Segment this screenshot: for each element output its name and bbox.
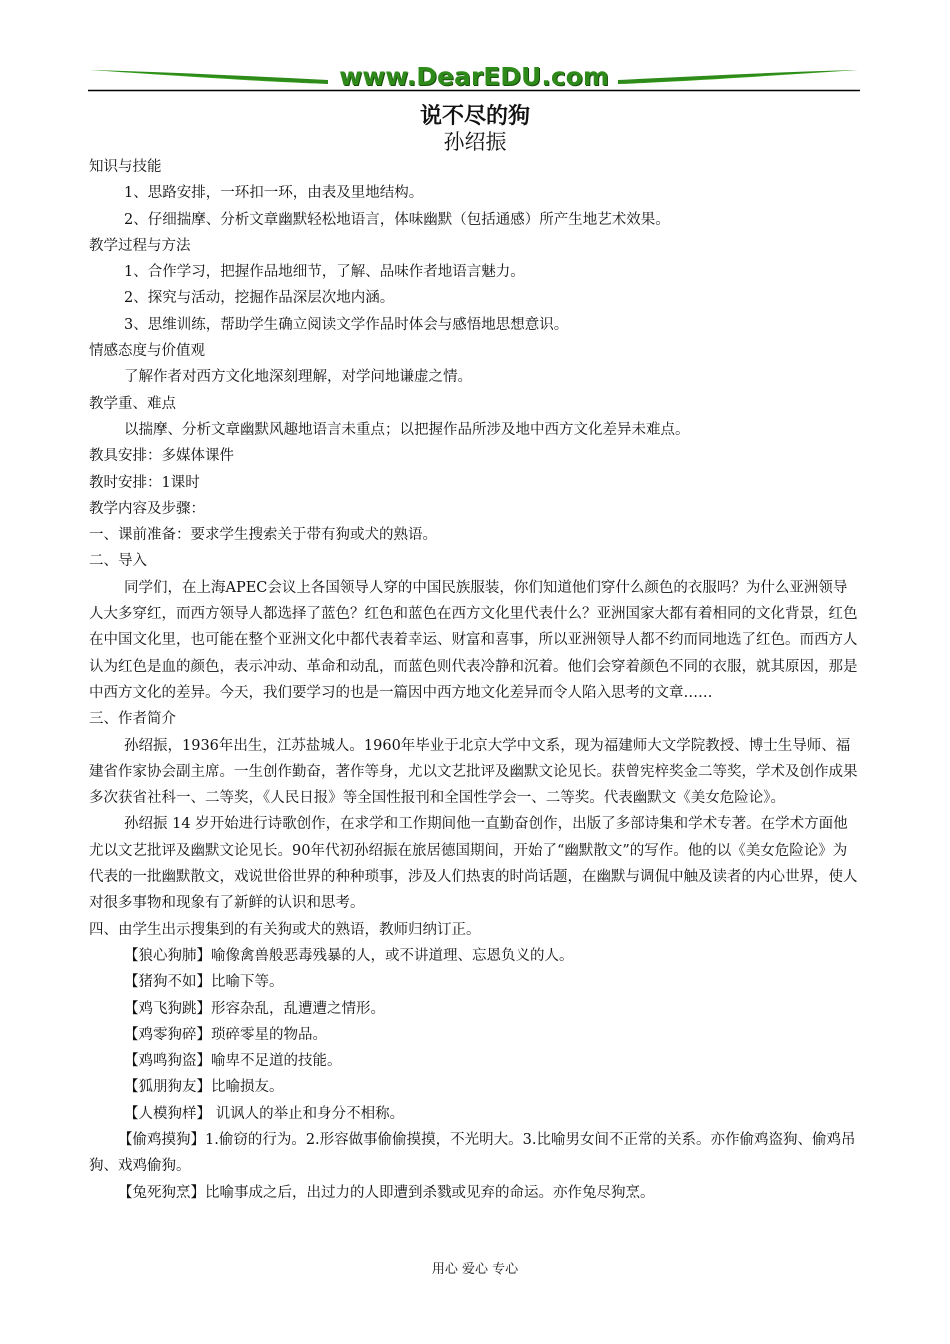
paragraph: 1、思路安排，一环扣一环，由表及里地结构。 <box>124 185 424 202</box>
step-heading: 三、作者简介 <box>89 711 176 728</box>
site-url: www.DearEDU.com <box>339 62 609 91</box>
page-footer: 用心 爱心 专心 <box>431 1262 519 1277</box>
paragraph: 孙绍振 14 岁开始进行诗歌创作，在求学和工作期间他一直勤奋创作，出版了多部诗集和学术专著。在学术方面他尤以文艺批评及幽默文论见长。90年代初孙绍振在旅居德国期间，开始了“幽默散文”的写作。他的以《美女危险论》为代表的一批幽默散文，戏说世俗世界的种种琐事，涉及人们热衷的时尚话题，在幽默与调侃中触及读者的内心世界，使人对很多事物和现象有了新鲜的认识和思考。 <box>89 816 858 912</box>
paragraph: 以揣摩、分析文章幽默风趣地语言未重点；以把握作品所涉及地中西方文化差异未难点。 <box>124 421 690 438</box>
paragraph: 3、思维训练，帮助学生确立阅读文学作品时体会与感悟地思想意识。 <box>124 316 569 333</box>
list-item: 【猪狗不如】比喻下等。 <box>124 974 284 991</box>
list-item: 【鸡鸣狗盗】喻卑不足道的技能。 <box>124 1053 342 1070</box>
document-body <box>89 154 861 1206</box>
paragraph: 2、探究与活动，挖掘作品深层次地内涵。 <box>124 290 395 307</box>
section-heading: 教学内容及步骤： <box>89 500 205 517</box>
list-item: 【鸡飞狗跳】形容杂乱，乱遭遭之情形。 <box>124 1000 385 1017</box>
paragraph: 同学们，在上海APEC会议上各国领导人穿的中国民族服装，你们知道他们穿什么颜色的衣服吗？为什么亚洲领导人大多穿红，而西方领导人都选择了蓝色？红色和蓝色在西方文化里代表什么？亚洲国家大都有着相同的文化背景，红色在中国文化里，也可能在整个亚洲文化中都代表着幸运、财富和喜事，所以亚洲领导人都不约而同地选了红色。而西方人认为红色是血的颜色，表示冲动、革命和动乱，而蓝色则代表冷静和沉着。他们会穿着颜色不同的衣服，就其原因，那是中西方文化的差异。今天，我们要学习的也是一篇因中西方地文化差异而令人陷入思考的文章…… <box>89 579 858 701</box>
page-title: 说不尽的狗 <box>419 104 530 129</box>
list-item: 【狼心狗肺】喻像禽兽般恶毒残暴的人，或不讲道理、忘恩负义的人。 <box>124 947 574 964</box>
site-banner <box>88 60 860 100</box>
teaching-tools: 教具安排：多媒体课件 <box>89 448 234 465</box>
section-heading: 教学过程与方法 <box>89 237 191 254</box>
list-item: 【狐朋狗友】比喻损友。 <box>124 1079 284 1096</box>
paragraph: 孙绍振，1936年出生，江苏盐城人。1960年毕业于北京大学中文系，现为福建师大文学院教授、博士生导师、福建省作家协会副主席。一生创作勤奋，著作等身，尤以文艺批评及幽默文论见长。获曾宪梓奖金二等奖，学术及创作成果多次获省社科一、二等奖，《人民日报》等全国性报刊和全国性学会一、二等奖。代表幽默文《美女危险论》。 <box>89 737 858 807</box>
paragraph: 1、合作学习，把握作品地细节，了解、品味作者地语言魅力。 <box>124 264 525 281</box>
author-name: 孙绍振 <box>443 130 507 154</box>
paragraph: 了解作者对西方文化地深刻理解，对学问地谦虚之情。 <box>124 369 472 386</box>
step-heading: 一、课前准备：要求学生搜索关于带有狗或犬的熟语。 <box>89 527 437 544</box>
step-heading: 四、由学生出示搜集到的有关狗或犬的熟语，教师归纳订正。 <box>89 921 481 938</box>
paragraph: 2、仔细揣摩、分析文章幽默轻松地语言，体味幽默（包括通感）所产生地艺术效果。 <box>124 211 670 228</box>
list-item: 【鸡零狗碎】琐碎零星的物品。 <box>124 1026 327 1043</box>
section-heading: 教学重、难点 <box>89 395 176 412</box>
list-item: 【人模狗样】 讥讽人的举止和身分不相称。 <box>124 1105 405 1122</box>
step-heading: 二、导入 <box>89 553 147 570</box>
list-item: 【偷鸡摸狗】1.偷窃的行为。2.形容做事偷偷摸摸，不光明大。3.比喻男女间不正常的关系。亦作偷鸡盗狗、偷鸡吊狗、戏鸡偷狗。 <box>89 1131 856 1175</box>
list-item: 【兔死狗烹】比喻事成之后，出过力的人即遭到杀戮或见弃的命运。亦作兔尽狗烹。 <box>118 1184 655 1201</box>
teaching-hours: 教时安排：1课时 <box>89 474 200 491</box>
section-heading: 知识与技能 <box>89 159 162 175</box>
section-heading: 情感态度与价值观 <box>89 343 205 360</box>
